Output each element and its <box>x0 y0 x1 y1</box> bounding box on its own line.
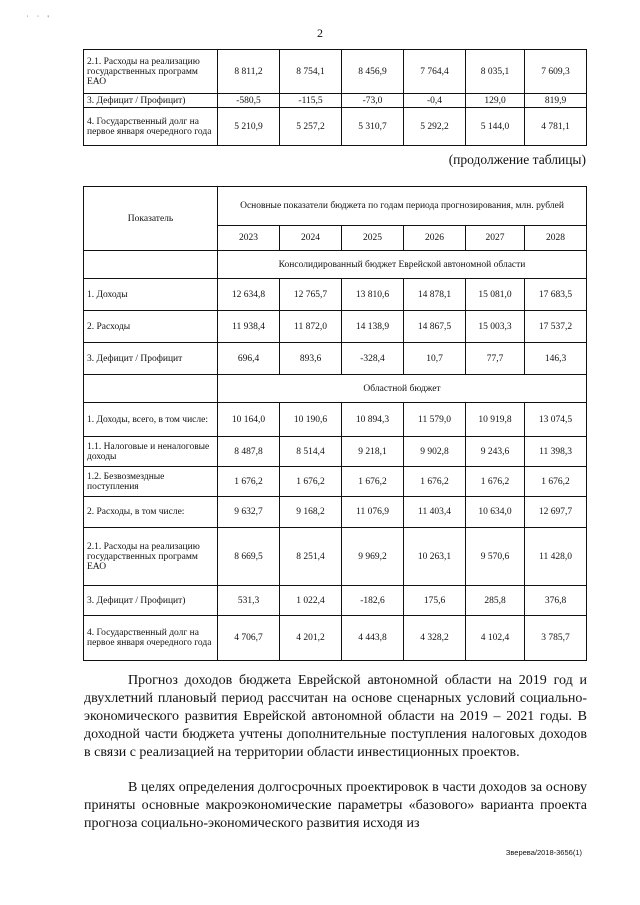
table-cell: 8 811,2 <box>218 50 280 94</box>
table-cell: 4 201,2 <box>280 616 342 661</box>
year-header: 2026 <box>404 226 466 251</box>
table-cell: -73,0 <box>342 94 404 108</box>
table-cell: 1 676,2 <box>404 467 466 497</box>
budget-table-top <box>83 49 587 146</box>
table-cell: 13 074,5 <box>525 403 587 437</box>
page-number: 2 <box>317 26 323 40</box>
table-row <box>84 311 587 343</box>
table-cell: 7 764,4 <box>404 50 466 94</box>
table-cell: 10 919,8 <box>466 403 525 437</box>
table-cell: 8 035,1 <box>466 50 525 94</box>
row-label: 3. Дефицит / Профицит <box>84 343 218 375</box>
table-row <box>84 94 587 108</box>
table-row <box>84 616 587 661</box>
table-cell: 17 683,5 <box>525 279 587 311</box>
table-cell: 696,4 <box>218 343 280 375</box>
table-cell: -115,5 <box>280 94 342 108</box>
section-consolidated: Консолидированный бюджет Еврейской автономной области <box>218 251 587 279</box>
table-cell: 4 328,2 <box>404 616 466 661</box>
table-cell: 11 579,0 <box>404 403 466 437</box>
year-header: 2025 <box>342 226 404 251</box>
year-header: 2027 <box>466 226 525 251</box>
table-cell: 9 570,6 <box>466 528 525 586</box>
table-cell: 15 081,0 <box>466 279 525 311</box>
table-cell: 1 676,2 <box>342 467 404 497</box>
table-cell: 9 168,2 <box>280 497 342 528</box>
table-cell: 11 428,0 <box>525 528 587 586</box>
table-cell: 10 190,6 <box>280 403 342 437</box>
table-cell: 1 676,2 <box>466 467 525 497</box>
table-cell: 8 669,5 <box>218 528 280 586</box>
table-row <box>84 586 587 616</box>
header-group: Основные показатели бюджета по годам периода прогнозирования, млн. рублей <box>218 187 587 226</box>
header-indicator: Показатель <box>84 187 218 251</box>
table-cell: 1 676,2 <box>218 467 280 497</box>
table-cell: 4 102,4 <box>466 616 525 661</box>
table-cell: 1 676,2 <box>280 467 342 497</box>
table-cell: 129,0 <box>466 94 525 108</box>
table-cell: 5 292,2 <box>404 108 466 146</box>
table-row <box>84 403 587 437</box>
table-cell: 11 872,0 <box>280 311 342 343</box>
table-row <box>84 279 587 311</box>
table-cell: 9 218,1 <box>342 437 404 467</box>
table-cell: 175,6 <box>404 586 466 616</box>
table-cell: 8 514,4 <box>280 437 342 467</box>
table-cell: 12 765,7 <box>280 279 342 311</box>
table-cell: 14 867,5 <box>404 311 466 343</box>
row-label: 3. Дефицит / Профицит) <box>84 586 218 616</box>
table-cell: 285,8 <box>466 586 525 616</box>
table-cell: 5 144,0 <box>466 108 525 146</box>
table-cell: 4 443,8 <box>342 616 404 661</box>
table-cell: 3 785,7 <box>525 616 587 661</box>
table-row <box>84 437 587 467</box>
row-label: 4. Государственный долг на первое января очередного года <box>84 616 218 661</box>
table-cell: -580,5 <box>218 94 280 108</box>
table-cell: 9 902,8 <box>404 437 466 467</box>
table-cell: 77,7 <box>466 343 525 375</box>
table-cell: 9 243,6 <box>466 437 525 467</box>
table-cell: 8 754,1 <box>280 50 342 94</box>
paragraph-revenue-forecast: Прогноз доходов бюджета Еврейской автономной области на 2019 год и двухлетний плановый период рассчитан на основе сценарных условий социально-экономического развития Еврейской автономной области на 2019 – 2021 годы. В доходной части бюджета учтены дополнительные поступления налоговых доходов в связи с реализацией на территории области инвестиционных проектов. <box>84 673 587 760</box>
table-cell: 11 938,4 <box>218 311 280 343</box>
table-cell: -182,6 <box>342 586 404 616</box>
table-cell: 11 076,9 <box>342 497 404 528</box>
year-header: 2024 <box>280 226 342 251</box>
row-label: 2. Расходы, в том числе: <box>84 497 218 528</box>
year-header: 2028 <box>525 226 587 251</box>
table-cell: 1 022,4 <box>280 586 342 616</box>
table-cell: 819,9 <box>525 94 587 108</box>
table-row <box>84 343 587 375</box>
row-label: 2.1. Расходы на реализацию государственных программ ЕАО <box>84 528 218 586</box>
section-regional: Областной бюджет <box>218 375 587 403</box>
footer-code: Зверева/2018-3656(1) <box>505 848 582 857</box>
year-header: 2023 <box>218 226 280 251</box>
table-cell: 893,6 <box>280 343 342 375</box>
row-label: 1.2. Безвозмездные поступления <box>84 467 218 497</box>
table-cell: 531,3 <box>218 586 280 616</box>
table-cell: 12 697,7 <box>525 497 587 528</box>
table-cell: 4 706,7 <box>218 616 280 661</box>
table-cell: 11 403,4 <box>404 497 466 528</box>
table-cell: 376,8 <box>525 586 587 616</box>
paragraph-long-term: В целях определения долгосрочных проектировок в части доходов за основу приняты основные макроэкономические параметры «базового» варианта проекта прогноза социально-экономического развития исходя из <box>84 780 587 831</box>
table-cell: 12 634,8 <box>218 279 280 311</box>
table-cell: 8 487,8 <box>218 437 280 467</box>
row-label: 1. Доходы <box>84 279 218 311</box>
table-cell: 7 609,3 <box>525 50 587 94</box>
table-cell: 4 781,1 <box>525 108 587 146</box>
table-cell: 10 894,3 <box>342 403 404 437</box>
row-label: 2.1. Расходы на реализацию государственных программ ЕАО <box>84 50 218 94</box>
table-cell: 9 969,2 <box>342 528 404 586</box>
table-cell: 13 810,6 <box>342 279 404 311</box>
table-cell: 11 398,3 <box>525 437 587 467</box>
continuation-note: (продолжение таблицы) <box>448 152 586 167</box>
table-row <box>84 497 587 528</box>
table-cell: 146,3 <box>525 343 587 375</box>
table-cell: 10 263,1 <box>404 528 466 586</box>
scan-mark: ˙ ˙ ' <box>26 14 52 23</box>
table-cell: 8 456,9 <box>342 50 404 94</box>
table-cell: 10 634,0 <box>466 497 525 528</box>
table-row <box>84 528 587 586</box>
row-label: 1.1. Налоговые и неналоговые доходы <box>84 437 218 467</box>
table-cell: 1 676,2 <box>525 467 587 497</box>
budget-table-main <box>83 186 587 661</box>
row-label: 2. Расходы <box>84 311 218 343</box>
table-cell: 5 257,2 <box>280 108 342 146</box>
table-cell: 14 878,1 <box>404 279 466 311</box>
table-row <box>84 50 587 94</box>
table-cell: 5 310,7 <box>342 108 404 146</box>
table-cell: 10 164,0 <box>218 403 280 437</box>
table-cell: 8 251,4 <box>280 528 342 586</box>
row-label: 1. Доходы, всего, в том числе: <box>84 403 218 437</box>
table-cell: 14 138,9 <box>342 311 404 343</box>
table-cell: -0,4 <box>404 94 466 108</box>
table-row <box>84 467 587 497</box>
table-row <box>84 108 587 146</box>
table-cell: 9 632,7 <box>218 497 280 528</box>
table-cell: 10,7 <box>404 343 466 375</box>
table-cell: 15 003,3 <box>466 311 525 343</box>
row-label: 3. Дефицит / Профицит) <box>84 94 218 108</box>
table-cell: 5 210,9 <box>218 108 280 146</box>
table-cell: 17 537,2 <box>525 311 587 343</box>
row-label: 4. Государственный долг на первое января очередного года <box>84 108 218 146</box>
table-cell: -328,4 <box>342 343 404 375</box>
